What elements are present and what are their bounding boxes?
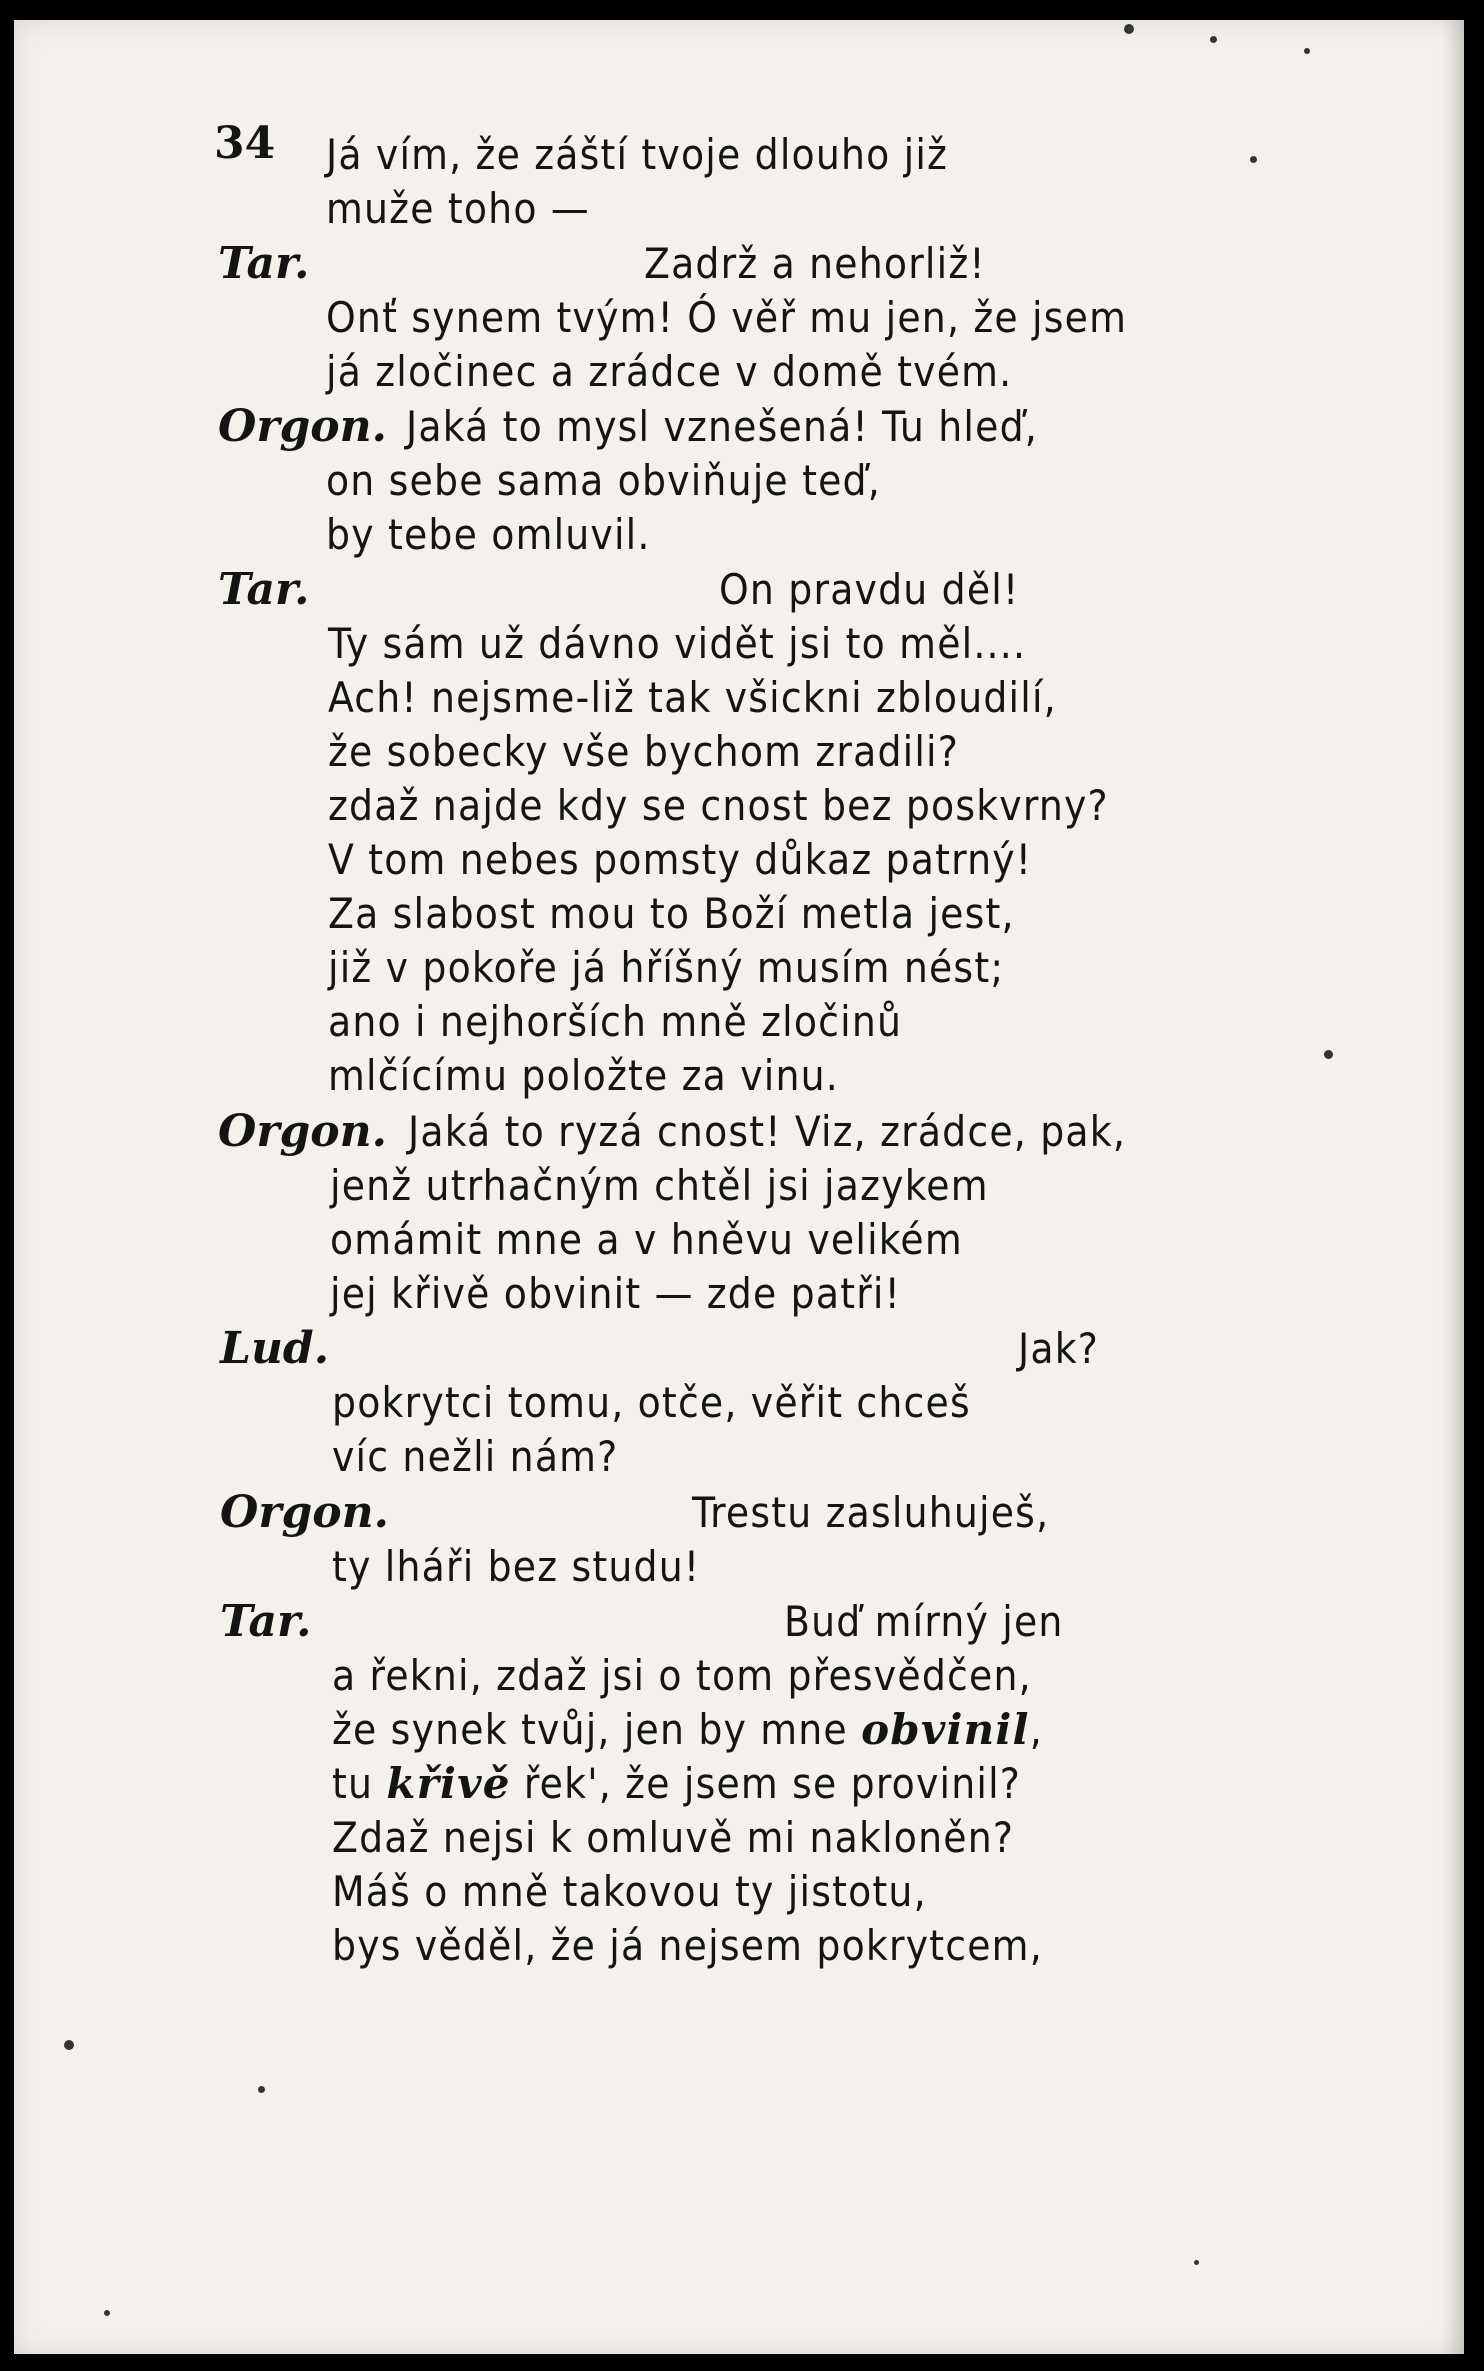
line-text: on sebe sama obviňuje teď, <box>326 456 881 505</box>
line-text: ty lháři bez studu! <box>332 1542 701 1591</box>
verse-line <box>14 1430 1464 1484</box>
speaker-line <box>14 1486 1464 1540</box>
speaker-name: Orgon. <box>218 1106 387 1157</box>
line-text: Onť synem tvým! Ó věř mu jen, že jsem <box>326 293 1128 342</box>
line-text: víc nežli nám? <box>332 1432 619 1481</box>
line-text-part: , <box>1029 1705 1043 1754</box>
line-text: já zločinec a zrádce v domě tvém. <box>326 347 1013 396</box>
line-text: Jaká to ryzá cnost! Viz, zrádce, pak, <box>408 1107 1127 1156</box>
scan-speck <box>1250 156 1257 163</box>
verse-line <box>14 1049 1464 1103</box>
speaker-name: Lud. <box>220 1323 330 1374</box>
speaker-name: Tar. <box>218 238 310 289</box>
line-text: muže toho — <box>326 184 590 233</box>
line-text: V tom nebes pomsty důkaz patrný! <box>328 835 1033 884</box>
verse-text <box>14 20 1464 2354</box>
verse-line <box>14 345 1464 399</box>
speaker-line <box>14 1322 1464 1376</box>
line-text: Já vím, že záští tvoje dlouho již <box>326 130 949 179</box>
speaker-name: Tar. <box>220 1596 312 1647</box>
scan-speck <box>104 2310 110 2316</box>
speaker-line <box>14 1105 1464 1159</box>
line-text: Jak? <box>1018 1324 1100 1373</box>
speaker-line <box>14 563 1464 617</box>
line-text: Buď mírný jen <box>784 1597 1064 1646</box>
speaker-name: Tar. <box>218 564 310 615</box>
scan-speck <box>1210 36 1217 43</box>
line-text-part: že synek tvůj, jen by mne <box>332 1705 862 1754</box>
line-text: a řekni, zdaž jsi o tom přesvědčen, <box>332 1651 1032 1700</box>
verse-line <box>14 291 1464 345</box>
verse-line <box>14 995 1464 1049</box>
line-text-part: tu <box>332 1759 387 1808</box>
line-text <box>332 1757 1021 1811</box>
line-text: jej křivě obvinit — zde patři! <box>330 1269 901 1318</box>
line-text: Jaká to mysl vznešená! Tu hleď, <box>406 402 1038 451</box>
book-page <box>14 20 1464 2354</box>
verse-line <box>14 779 1464 833</box>
line-text: Za slabost mou to Boží metla jest, <box>328 889 1015 938</box>
scan-speck <box>258 2086 265 2093</box>
verse-line <box>14 617 1464 671</box>
line-text: mlčícímu položte za vinu. <box>328 1051 839 1100</box>
verse-line <box>14 128 1464 182</box>
verse-line <box>14 182 1464 236</box>
emphasized-word: obvinil <box>861 1705 1030 1754</box>
verse-line <box>14 1811 1464 1865</box>
line-text <box>332 1703 1043 1757</box>
line-text: Zadrž a nehorliž! <box>644 239 986 288</box>
speaker-line <box>14 237 1464 291</box>
verse-line <box>14 941 1464 995</box>
line-text: pokrytci tomu, otče, věřit chceš <box>332 1378 971 1427</box>
verse-line <box>14 454 1464 508</box>
verse-line <box>14 1213 1464 1267</box>
line-text: Zdaž nejsi k omluvě mi nakloněn? <box>332 1813 1015 1862</box>
line-text-part: řek', že jsem se provinil? <box>510 1759 1022 1808</box>
emphasized-word: křivě <box>386 1759 511 1808</box>
verse-line <box>14 1919 1464 1973</box>
line-text: Máš o mně takovou ty jistotu, <box>332 1867 927 1916</box>
line-text: již v pokoře já hříšný musím nést; <box>328 943 1005 992</box>
line-text: omámit mne a v hněvu velikém <box>330 1215 963 1264</box>
line-text: ano i nejhorších mně zločinů <box>328 997 903 1046</box>
verse-line <box>14 1865 1464 1919</box>
verse-line <box>14 887 1464 941</box>
speaker-name: Orgon. <box>220 1487 389 1538</box>
verse-line <box>14 1159 1464 1213</box>
speaker-line <box>14 400 1464 454</box>
speaker-line <box>14 1595 1464 1649</box>
scan-speck <box>64 2040 74 2050</box>
verse-line <box>14 1649 1464 1703</box>
line-text: zdaž najde kdy se cnost bez poskvrny? <box>328 781 1109 830</box>
line-text: by tebe omluvil. <box>326 510 651 559</box>
verse-line <box>14 1703 1464 1757</box>
verse-line <box>14 508 1464 562</box>
verse-line <box>14 833 1464 887</box>
verse-line <box>14 1757 1464 1811</box>
scan-speck <box>1304 48 1310 54</box>
line-text: jenž utrhačným chtěl jsi jazykem <box>330 1161 989 1210</box>
line-text: že sobecky vše bychom zradili? <box>328 727 959 776</box>
verse-line <box>14 1267 1464 1321</box>
scan-speck <box>1324 1050 1333 1059</box>
line-text: On pravdu děl! <box>719 565 1020 614</box>
verse-line <box>14 1540 1464 1594</box>
line-text: bys věděl, že já nejsem pokrytcem, <box>332 1921 1043 1970</box>
scan-speck <box>1124 24 1134 34</box>
verse-line <box>14 671 1464 725</box>
verse-line <box>14 725 1464 779</box>
page-number: 34 <box>214 118 276 169</box>
line-text: Ach! nejsme-liž tak všickni zbloudilí, <box>328 673 1057 722</box>
line-text: Trestu zasluhuješ, <box>692 1488 1050 1537</box>
speaker-name: Orgon. <box>218 401 387 452</box>
line-text: Ty sám už dávno vidět jsi to měl.... <box>328 619 1027 668</box>
scan-speck <box>1194 2260 1199 2265</box>
verse-line <box>14 1376 1464 1430</box>
